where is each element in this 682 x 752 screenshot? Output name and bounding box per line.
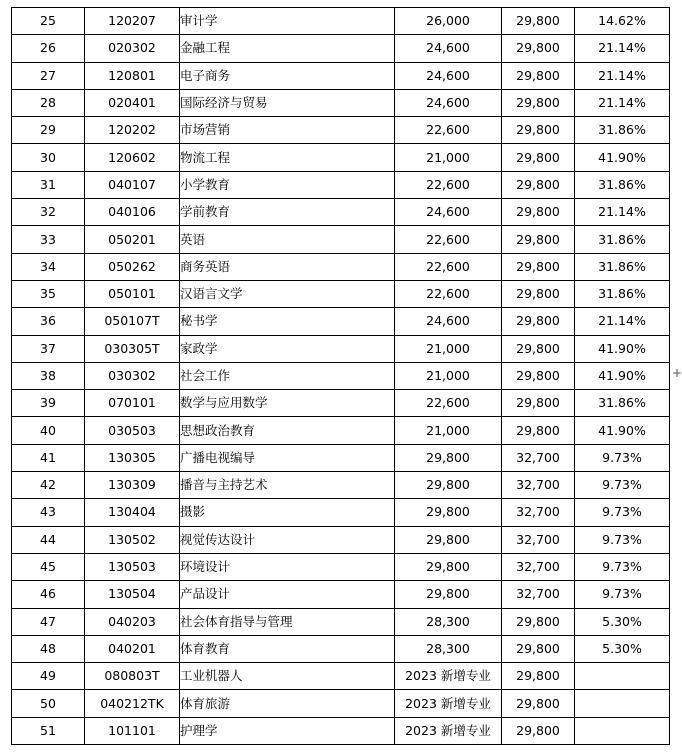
major-name-cell: 社会体育指导与管理: [180, 608, 395, 635]
major-name-cell: 电子商务: [180, 62, 395, 89]
row-index-cell: 38: [12, 362, 85, 389]
new-fee-cell: 29,800: [502, 635, 575, 662]
table-row: [12, 89, 670, 116]
table-row: [12, 62, 670, 89]
table-row: [12, 499, 670, 526]
new-fee-cell: 29,800: [502, 717, 575, 744]
row-index-cell: 48: [12, 635, 85, 662]
major-code-cell: 040203: [85, 608, 180, 635]
increase-percent-cell: 9.73%: [575, 472, 670, 499]
table-row: [12, 171, 670, 198]
old-fee-cell: 29,800: [395, 499, 502, 526]
increase-percent-cell: [575, 663, 670, 690]
row-index-cell: 39: [12, 390, 85, 417]
old-fee-cell: 29,800: [395, 581, 502, 608]
tuition-fee-table: [11, 7, 670, 745]
increase-percent-cell: 31.86%: [575, 226, 670, 253]
old-fee-cell: 21,000: [395, 417, 502, 444]
table-row: [12, 280, 670, 307]
table-row: [12, 444, 670, 471]
increase-percent-cell: 41.90%: [575, 417, 670, 444]
major-code-cell: 040201: [85, 635, 180, 662]
new-fee-cell: 29,800: [502, 390, 575, 417]
new-fee-cell: 29,800: [502, 417, 575, 444]
row-index-cell: 44: [12, 526, 85, 553]
major-name-cell: 审计学: [180, 8, 395, 35]
new-fee-cell: 29,800: [502, 663, 575, 690]
old-fee-cell: 26,000: [395, 8, 502, 35]
new-fee-cell: 29,800: [502, 226, 575, 253]
increase-percent-cell: 21.14%: [575, 308, 670, 335]
increase-percent-cell: 9.73%: [575, 499, 670, 526]
new-fee-cell: 29,800: [502, 253, 575, 280]
table-row: [12, 553, 670, 580]
row-index-cell: 41: [12, 444, 85, 471]
major-code-cell: 040212TK: [85, 690, 180, 717]
table-row: [12, 144, 670, 171]
major-code-cell: 120202: [85, 117, 180, 144]
major-name-cell: 数学与应用数学: [180, 390, 395, 417]
row-index-cell: 28: [12, 89, 85, 116]
increase-percent-cell: 31.86%: [575, 280, 670, 307]
major-name-cell: 学前教育: [180, 199, 395, 226]
major-name-cell: 英语: [180, 226, 395, 253]
major-code-cell: 020401: [85, 89, 180, 116]
row-index-cell: 49: [12, 663, 85, 690]
new-fee-cell: 29,800: [502, 8, 575, 35]
old-fee-cell: 24,600: [395, 62, 502, 89]
increase-percent-cell: 21.14%: [575, 89, 670, 116]
table-row: [12, 335, 670, 362]
increase-percent-cell: 9.73%: [575, 526, 670, 553]
old-fee-cell: 24,600: [395, 308, 502, 335]
table-row: [12, 663, 670, 690]
major-name-cell: 市场营销: [180, 117, 395, 144]
row-index-cell: 25: [12, 8, 85, 35]
old-fee-cell: 29,800: [395, 526, 502, 553]
row-index-cell: 37: [12, 335, 85, 362]
major-code-cell: 050107T: [85, 308, 180, 335]
increase-percent-cell: 31.86%: [575, 390, 670, 417]
major-code-cell: 130309: [85, 472, 180, 499]
increase-percent-cell: 41.90%: [575, 362, 670, 389]
old-fee-cell: 21,000: [395, 362, 502, 389]
new-fee-cell: 29,800: [502, 335, 575, 362]
major-name-cell: 护理学: [180, 717, 395, 744]
increase-percent-cell: 14.62%: [575, 8, 670, 35]
new-fee-cell: 32,700: [502, 581, 575, 608]
major-name-cell: 产品设计: [180, 581, 395, 608]
major-name-cell: 物流工程: [180, 144, 395, 171]
new-fee-cell: 29,800: [502, 308, 575, 335]
major-code-cell: 030503: [85, 417, 180, 444]
old-fee-cell: 21,000: [395, 144, 502, 171]
new-fee-cell: 29,800: [502, 608, 575, 635]
new-fee-cell: 32,700: [502, 499, 575, 526]
major-code-cell: 120801: [85, 62, 180, 89]
table-row: [12, 690, 670, 717]
major-name-cell: 思想政治教育: [180, 417, 395, 444]
old-fee-cell: 22,600: [395, 280, 502, 307]
increase-percent-cell: 31.86%: [575, 253, 670, 280]
major-code-cell: 070101: [85, 390, 180, 417]
increase-percent-cell: 41.90%: [575, 335, 670, 362]
table-row: [12, 199, 670, 226]
old-fee-cell: 24,600: [395, 35, 502, 62]
increase-percent-cell: 9.73%: [575, 444, 670, 471]
major-code-cell: 130503: [85, 553, 180, 580]
new-fee-cell: 29,800: [502, 62, 575, 89]
new-fee-cell: 29,800: [502, 89, 575, 116]
old-fee-cell: 21,000: [395, 335, 502, 362]
row-index-cell: 29: [12, 117, 85, 144]
increase-percent-cell: 21.14%: [575, 62, 670, 89]
row-index-cell: 42: [12, 472, 85, 499]
new-fee-cell: 32,700: [502, 472, 575, 499]
increase-percent-cell: 41.90%: [575, 144, 670, 171]
row-index-cell: 46: [12, 581, 85, 608]
increase-percent-cell: 5.30%: [575, 635, 670, 662]
major-name-cell: 摄影: [180, 499, 395, 526]
row-index-cell: 36: [12, 308, 85, 335]
old-fee-cell: 24,600: [395, 199, 502, 226]
new-fee-cell: 29,800: [502, 144, 575, 171]
table-row: [12, 635, 670, 662]
table-row: [12, 526, 670, 553]
old-fee-cell: 22,600: [395, 253, 502, 280]
major-code-cell: 020302: [85, 35, 180, 62]
major-code-cell: 040106: [85, 199, 180, 226]
old-fee-cell: 2023 新增专业: [395, 717, 502, 744]
table-row: [12, 308, 670, 335]
new-fee-cell: 32,700: [502, 553, 575, 580]
row-index-cell: 45: [12, 553, 85, 580]
new-fee-cell: 29,800: [502, 280, 575, 307]
increase-percent-cell: 5.30%: [575, 608, 670, 635]
major-name-cell: 小学教育: [180, 171, 395, 198]
major-name-cell: 环境设计: [180, 553, 395, 580]
major-code-cell: 101101: [85, 717, 180, 744]
old-fee-cell: 22,600: [395, 226, 502, 253]
new-fee-cell: 32,700: [502, 444, 575, 471]
increase-percent-cell: 21.14%: [575, 199, 670, 226]
old-fee-cell: 28,300: [395, 608, 502, 635]
row-index-cell: 31: [12, 171, 85, 198]
table-row: [12, 472, 670, 499]
old-fee-cell: 29,800: [395, 553, 502, 580]
table-row: [12, 717, 670, 744]
major-name-cell: 国际经济与贸易: [180, 89, 395, 116]
major-name-cell: 工业机器人: [180, 663, 395, 690]
old-fee-cell: 24,600: [395, 89, 502, 116]
major-code-cell: 040107: [85, 171, 180, 198]
major-code-cell: 030305T: [85, 335, 180, 362]
major-code-cell: 130504: [85, 581, 180, 608]
increase-percent-cell: 9.73%: [575, 581, 670, 608]
major-code-cell: 130502: [85, 526, 180, 553]
old-fee-cell: 28,300: [395, 635, 502, 662]
table-row: [12, 117, 670, 144]
new-fee-cell: 29,800: [502, 362, 575, 389]
table-row: [12, 362, 670, 389]
old-fee-cell: 29,800: [395, 472, 502, 499]
row-index-cell: 33: [12, 226, 85, 253]
major-code-cell: 080803T: [85, 663, 180, 690]
table-row: [12, 581, 670, 608]
row-index-cell: 50: [12, 690, 85, 717]
table-row: [12, 417, 670, 444]
plus-icon: +: [672, 366, 682, 380]
old-fee-cell: 2023 新增专业: [395, 663, 502, 690]
row-index-cell: 47: [12, 608, 85, 635]
increase-percent-cell: [575, 717, 670, 744]
major-code-cell: 120207: [85, 8, 180, 35]
new-fee-cell: 29,800: [502, 35, 575, 62]
old-fee-cell: 22,600: [395, 390, 502, 417]
major-name-cell: 体育教育: [180, 635, 395, 662]
new-fee-cell: 29,800: [502, 171, 575, 198]
major-name-cell: 家政学: [180, 335, 395, 362]
old-fee-cell: 2023 新增专业: [395, 690, 502, 717]
increase-percent-cell: 21.14%: [575, 35, 670, 62]
major-code-cell: 030302: [85, 362, 180, 389]
row-index-cell: 27: [12, 62, 85, 89]
row-index-cell: 51: [12, 717, 85, 744]
major-name-cell: 体育旅游: [180, 690, 395, 717]
row-index-cell: 32: [12, 199, 85, 226]
major-name-cell: 商务英语: [180, 253, 395, 280]
row-index-cell: 26: [12, 35, 85, 62]
new-fee-cell: 29,800: [502, 690, 575, 717]
major-code-cell: 050262: [85, 253, 180, 280]
row-index-cell: 43: [12, 499, 85, 526]
table-row: [12, 8, 670, 35]
major-code-cell: 050201: [85, 226, 180, 253]
table-row: [12, 253, 670, 280]
new-fee-cell: 29,800: [502, 199, 575, 226]
major-code-cell: 120602: [85, 144, 180, 171]
increase-percent-cell: [575, 690, 670, 717]
major-code-cell: 130404: [85, 499, 180, 526]
row-index-cell: 40: [12, 417, 85, 444]
major-name-cell: 视觉传达设计: [180, 526, 395, 553]
increase-percent-cell: 31.86%: [575, 117, 670, 144]
row-index-cell: 34: [12, 253, 85, 280]
old-fee-cell: 22,600: [395, 117, 502, 144]
row-index-cell: 35: [12, 280, 85, 307]
old-fee-cell: 29,800: [395, 444, 502, 471]
major-name-cell: 秘书学: [180, 308, 395, 335]
major-name-cell: 汉语言文学: [180, 280, 395, 307]
major-code-cell: 050101: [85, 280, 180, 307]
new-fee-cell: 32,700: [502, 526, 575, 553]
table-row: [12, 608, 670, 635]
table-row: [12, 35, 670, 62]
major-name-cell: 社会工作: [180, 362, 395, 389]
increase-percent-cell: 31.86%: [575, 171, 670, 198]
row-index-cell: 30: [12, 144, 85, 171]
table-body: [12, 8, 670, 745]
table-row: [12, 226, 670, 253]
new-fee-cell: 29,800: [502, 117, 575, 144]
old-fee-cell: 22,600: [395, 171, 502, 198]
increase-percent-cell: 9.73%: [575, 553, 670, 580]
major-name-cell: 金融工程: [180, 35, 395, 62]
table-row: [12, 390, 670, 417]
major-name-cell: 播音与主持艺术: [180, 472, 395, 499]
major-name-cell: 广播电视编导: [180, 444, 395, 471]
major-code-cell: 130305: [85, 444, 180, 471]
